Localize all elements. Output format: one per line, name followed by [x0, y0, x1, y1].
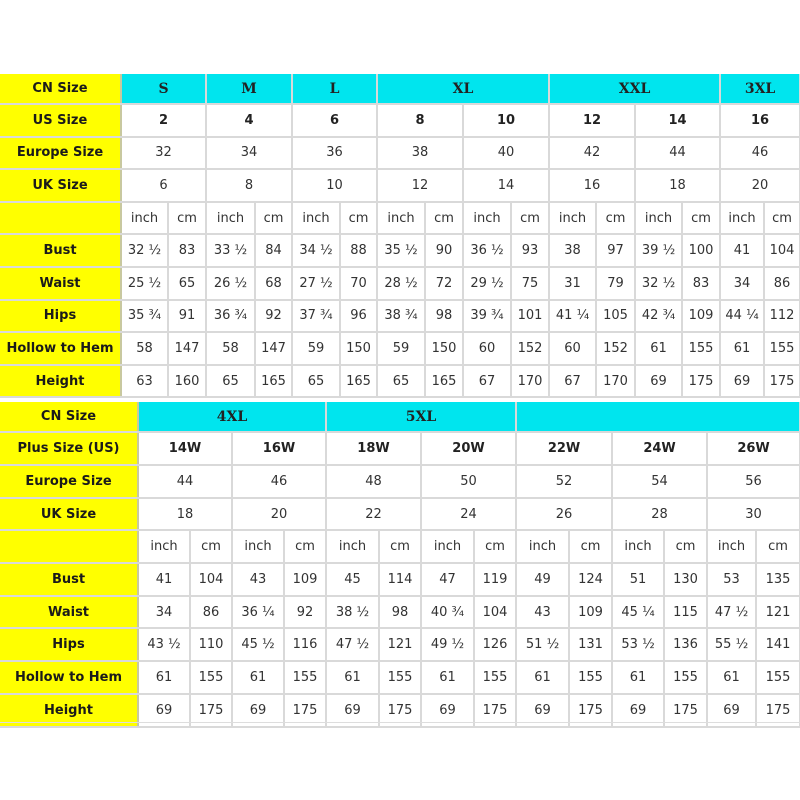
measurement-cell: 35 ½ [377, 234, 425, 267]
unit-inch-cell: inch [121, 202, 168, 235]
measurement-cell: 69 [326, 694, 379, 727]
measurement-cell: 69 [707, 694, 756, 727]
measurement-cell: 83 [682, 267, 720, 300]
measurement-cell: 31 [549, 267, 596, 300]
size-row [0, 104, 800, 137]
measurement-cell: 60 [463, 332, 511, 365]
unit-inch-cell: inch [516, 530, 569, 563]
size-table-regular [0, 74, 800, 398]
size-chart [0, 74, 800, 728]
measurement-cell: 61 [707, 661, 756, 694]
measurement-row [0, 234, 800, 267]
measurement-cell: 83 [168, 234, 206, 267]
measurement-cell: 36 ¾ [206, 300, 255, 333]
measurement-cell: 32 ½ [121, 234, 168, 267]
size-cell: 6 [121, 169, 206, 202]
measurement-cell: 86 [190, 596, 232, 629]
row-label: Height [0, 365, 121, 398]
cn-size-cell: M [206, 74, 292, 104]
measurement-cell: 114 [379, 563, 421, 596]
measurement-cell: 96 [340, 300, 377, 333]
row-label: CN Size [0, 74, 121, 104]
size-cell: 16W [232, 432, 326, 465]
measurement-cell: 160 [168, 365, 206, 398]
measurement-cell: 121 [756, 596, 800, 629]
size-cell: 46 [720, 137, 800, 170]
measurement-cell: 34 ½ [292, 234, 340, 267]
measurement-cell: 155 [284, 661, 326, 694]
size-cell: 26 [516, 498, 612, 531]
size-row [0, 169, 800, 202]
measurement-cell: 84 [255, 234, 292, 267]
measurement-row [0, 563, 800, 596]
measurement-cell: 65 [292, 365, 340, 398]
row-label: Europe Size [0, 137, 121, 170]
measurement-cell: 97 [596, 234, 635, 267]
measurement-row [0, 300, 800, 333]
cn-size-cell: S [121, 74, 206, 104]
unit-row [0, 530, 800, 563]
unit-cm-cell: cm [511, 202, 549, 235]
measurement-cell: 152 [511, 332, 549, 365]
measurement-cell: 109 [284, 563, 326, 596]
measurement-cell: 47 [421, 563, 474, 596]
measurement-cell: 47 ½ [326, 628, 379, 661]
bottom-divider [0, 722, 800, 723]
size-cell: 40 [463, 137, 549, 170]
measurement-cell: 126 [474, 628, 516, 661]
measurement-row [0, 332, 800, 365]
size-cell: 22W [516, 432, 612, 465]
measurement-cell: 130 [664, 563, 707, 596]
unit-cm-cell: cm [682, 202, 720, 235]
measurement-cell: 49 ½ [421, 628, 474, 661]
size-cell: 54 [612, 465, 707, 498]
measurement-cell: 38 ½ [326, 596, 379, 629]
size-cell: 24W [612, 432, 707, 465]
row-label: Waist [0, 596, 138, 629]
measurement-cell: 119 [474, 563, 516, 596]
size-cell: 20 [720, 169, 800, 202]
measurement-row [0, 661, 800, 694]
measurement-cell: 40 ¾ [421, 596, 474, 629]
unit-inch-cell: inch [707, 530, 756, 563]
measurement-cell: 32 ½ [635, 267, 682, 300]
measurement-cell: 75 [511, 267, 549, 300]
size-cell: 44 [635, 137, 720, 170]
size-row [0, 432, 800, 465]
measurement-cell: 110 [190, 628, 232, 661]
measurement-cell: 131 [569, 628, 612, 661]
unit-cm-cell: cm [379, 530, 421, 563]
measurement-cell: 61 [612, 661, 664, 694]
measurement-cell: 92 [284, 596, 326, 629]
measurement-cell: 175 [664, 694, 707, 727]
size-cell: 20 [232, 498, 326, 531]
cn-size-cell: 5XL [326, 402, 516, 432]
measurement-cell: 53 ½ [612, 628, 664, 661]
measurement-cell: 36 ½ [463, 234, 511, 267]
size-cell: 46 [232, 465, 326, 498]
measurement-cell: 141 [756, 628, 800, 661]
measurement-cell: 43 [232, 563, 284, 596]
measurement-cell: 38 ¾ [377, 300, 425, 333]
size-cell: 14 [463, 169, 549, 202]
row-label: US Size [0, 104, 121, 137]
unit-inch-cell: inch [549, 202, 596, 235]
row-label: Hips [0, 628, 138, 661]
measurement-cell: 121 [379, 628, 421, 661]
measurement-cell: 165 [425, 365, 463, 398]
measurement-cell: 61 [138, 661, 190, 694]
measurement-cell: 69 [635, 365, 682, 398]
measurement-cell: 61 [232, 661, 284, 694]
measurement-cell: 175 [190, 694, 232, 727]
measurement-cell: 28 ½ [377, 267, 425, 300]
size-cell: 32 [121, 137, 206, 170]
row-label: Plus Size (US) [0, 432, 138, 465]
measurement-cell: 175 [379, 694, 421, 727]
row-label: Bust [0, 563, 138, 596]
measurement-cell: 49 [516, 563, 569, 596]
unit-inch-cell: inch [377, 202, 425, 235]
size-cell: 44 [138, 465, 232, 498]
measurement-cell: 104 [764, 234, 800, 267]
measurement-cell: 58 [206, 332, 255, 365]
size-row [0, 465, 800, 498]
size-cell: 36 [292, 137, 377, 170]
size-cell: 48 [326, 465, 421, 498]
measurement-cell: 79 [596, 267, 635, 300]
measurement-cell: 155 [569, 661, 612, 694]
size-cell: 22 [326, 498, 421, 531]
unit-cm-cell: cm [596, 202, 635, 235]
measurement-cell: 65 [206, 365, 255, 398]
measurement-cell: 67 [463, 365, 511, 398]
measurement-cell: 65 [168, 267, 206, 300]
measurement-cell: 41 [138, 563, 190, 596]
unit-row [0, 202, 800, 235]
measurement-cell: 34 [720, 267, 764, 300]
unit-inch-cell: inch [206, 202, 255, 235]
size-cell: 26W [707, 432, 800, 465]
row-label: Height [0, 694, 138, 727]
measurement-cell: 105 [596, 300, 635, 333]
measurement-cell: 42 ¾ [635, 300, 682, 333]
unit-inch-cell: inch [635, 202, 682, 235]
measurement-cell: 70 [340, 267, 377, 300]
cn-size-cell: 4XL [138, 402, 326, 432]
measurement-cell: 25 ½ [121, 267, 168, 300]
measurement-cell: 61 [720, 332, 764, 365]
measurement-cell: 47 ½ [707, 596, 756, 629]
measurement-cell: 116 [284, 628, 326, 661]
measurement-cell: 92 [255, 300, 292, 333]
measurement-cell: 69 [516, 694, 569, 727]
size-cell: 4 [206, 104, 292, 137]
measurement-cell: 112 [764, 300, 800, 333]
measurement-cell: 44 ¼ [720, 300, 764, 333]
measurement-row [0, 628, 800, 661]
measurement-cell: 175 [474, 694, 516, 727]
measurement-cell: 90 [425, 234, 463, 267]
size-cell: 12 [377, 169, 463, 202]
row-label: Hips [0, 300, 121, 333]
cn-size-cell: L [292, 74, 377, 104]
measurement-cell: 45 ½ [232, 628, 284, 661]
size-cell: 16 [549, 169, 635, 202]
measurement-cell: 51 ½ [516, 628, 569, 661]
measurement-cell: 175 [569, 694, 612, 727]
measurement-cell: 136 [664, 628, 707, 661]
measurement-cell: 58 [121, 332, 168, 365]
row-label: Hollow to Hem [0, 661, 138, 694]
measurement-cell: 155 [474, 661, 516, 694]
size-cell: 8 [377, 104, 463, 137]
measurement-cell: 35 ¾ [121, 300, 168, 333]
row-label: Europe Size [0, 465, 138, 498]
unit-inch-cell: inch [138, 530, 190, 563]
row-label: Hollow to Hem [0, 332, 121, 365]
measurement-cell: 155 [764, 332, 800, 365]
measurement-cell: 69 [138, 694, 190, 727]
unit-inch-cell: inch [463, 202, 511, 235]
unit-cm-cell: cm [764, 202, 800, 235]
measurement-cell: 69 [612, 694, 664, 727]
size-cell: 8 [206, 169, 292, 202]
measurement-cell: 41 ¼ [549, 300, 596, 333]
measurement-cell: 41 [720, 234, 764, 267]
measurement-row [0, 365, 800, 398]
measurement-cell: 98 [425, 300, 463, 333]
measurement-cell: 86 [764, 267, 800, 300]
cn-size-row [0, 74, 800, 104]
measurement-cell: 39 ¾ [463, 300, 511, 333]
measurement-row [0, 267, 800, 300]
measurement-cell: 34 [138, 596, 190, 629]
measurement-cell: 68 [255, 267, 292, 300]
measurement-cell: 51 [612, 563, 664, 596]
measurement-cell: 93 [511, 234, 549, 267]
measurement-cell: 63 [121, 365, 168, 398]
measurement-cell: 155 [190, 661, 232, 694]
row-label: CN Size [0, 402, 138, 432]
measurement-cell: 45 ¼ [612, 596, 664, 629]
measurement-cell: 53 [707, 563, 756, 596]
measurement-cell: 60 [549, 332, 596, 365]
row-label [0, 530, 138, 563]
size-cell: 18 [635, 169, 720, 202]
measurement-cell: 26 ½ [206, 267, 255, 300]
size-cell: 56 [707, 465, 800, 498]
measurement-cell: 147 [255, 332, 292, 365]
size-cell: 2 [121, 104, 206, 137]
size-cell: 14 [635, 104, 720, 137]
size-cell: 14W [138, 432, 232, 465]
measurement-cell: 104 [474, 596, 516, 629]
measurement-cell: 39 ½ [635, 234, 682, 267]
measurement-cell: 175 [756, 694, 800, 727]
unit-cm-cell: cm [664, 530, 707, 563]
measurement-cell: 109 [569, 596, 612, 629]
measurement-cell: 155 [682, 332, 720, 365]
measurement-cell: 37 ¾ [292, 300, 340, 333]
unit-inch-cell: inch [232, 530, 284, 563]
size-table-plus [0, 402, 800, 727]
measurement-cell: 104 [190, 563, 232, 596]
measurement-cell: 175 [682, 365, 720, 398]
measurement-cell: 109 [682, 300, 720, 333]
size-cell: 18W [326, 432, 421, 465]
unit-cm-cell: cm [474, 530, 516, 563]
measurement-cell: 29 ½ [463, 267, 511, 300]
size-row [0, 137, 800, 170]
measurement-cell: 175 [764, 365, 800, 398]
cn-size-row [0, 402, 800, 432]
measurement-cell: 155 [664, 661, 707, 694]
measurement-cell: 59 [292, 332, 340, 365]
size-cell: 24 [421, 498, 516, 531]
measurement-cell: 170 [596, 365, 635, 398]
unit-cm-cell: cm [190, 530, 232, 563]
measurement-cell: 152 [596, 332, 635, 365]
measurement-cell: 61 [326, 661, 379, 694]
row-label: Bust [0, 234, 121, 267]
measurement-cell: 61 [516, 661, 569, 694]
measurement-cell: 45 [326, 563, 379, 596]
unit-inch-cell: inch [612, 530, 664, 563]
measurement-cell: 55 ½ [707, 628, 756, 661]
size-cell: 28 [612, 498, 707, 531]
unit-inch-cell: inch [292, 202, 340, 235]
size-cell: 10 [463, 104, 549, 137]
size-cell: 30 [707, 498, 800, 531]
size-cell: 20W [421, 432, 516, 465]
unit-cm-cell: cm [168, 202, 206, 235]
measurement-cell: 27 ½ [292, 267, 340, 300]
measurement-cell: 91 [168, 300, 206, 333]
measurement-cell: 115 [664, 596, 707, 629]
size-cell: 18 [138, 498, 232, 531]
measurement-cell: 98 [379, 596, 421, 629]
measurement-cell: 69 [421, 694, 474, 727]
size-cell: 6 [292, 104, 377, 137]
measurement-cell: 72 [425, 267, 463, 300]
row-label: UK Size [0, 169, 121, 202]
measurement-cell: 124 [569, 563, 612, 596]
measurement-cell: 36 ¼ [232, 596, 284, 629]
measurement-cell: 101 [511, 300, 549, 333]
measurement-cell: 69 [232, 694, 284, 727]
size-row [0, 498, 800, 531]
unit-cm-cell: cm [756, 530, 800, 563]
size-cell: 52 [516, 465, 612, 498]
cn-size-cell: XXL [549, 74, 720, 104]
measurement-cell: 155 [379, 661, 421, 694]
measurement-cell: 59 [377, 332, 425, 365]
measurement-cell: 69 [720, 365, 764, 398]
size-cell: 38 [377, 137, 463, 170]
row-label [0, 202, 121, 235]
measurement-cell: 165 [255, 365, 292, 398]
row-label: Waist [0, 267, 121, 300]
unit-cm-cell: cm [255, 202, 292, 235]
unit-inch-cell: inch [421, 530, 474, 563]
measurement-cell: 100 [682, 234, 720, 267]
unit-cm-cell: cm [425, 202, 463, 235]
measurement-cell: 67 [549, 365, 596, 398]
unit-cm-cell: cm [569, 530, 612, 563]
measurement-cell: 135 [756, 563, 800, 596]
measurement-cell: 43 ½ [138, 628, 190, 661]
size-cell: 50 [421, 465, 516, 498]
measurement-cell: 150 [425, 332, 463, 365]
measurement-cell: 61 [635, 332, 682, 365]
measurement-cell: 155 [756, 661, 800, 694]
measurement-cell: 65 [377, 365, 425, 398]
size-cell: 34 [206, 137, 292, 170]
measurement-cell: 150 [340, 332, 377, 365]
size-cell: 16 [720, 104, 800, 137]
unit-cm-cell: cm [284, 530, 326, 563]
measurement-cell: 170 [511, 365, 549, 398]
row-label: UK Size [0, 498, 138, 531]
cn-size-cell: 3XL [720, 74, 800, 104]
measurement-row [0, 596, 800, 629]
measurement-cell: 165 [340, 365, 377, 398]
unit-inch-cell: inch [720, 202, 764, 235]
measurement-cell: 88 [340, 234, 377, 267]
measurement-cell: 33 ½ [206, 234, 255, 267]
unit-inch-cell: inch [326, 530, 379, 563]
size-cell: 42 [549, 137, 635, 170]
size-cell: 12 [549, 104, 635, 137]
unit-cm-cell: cm [340, 202, 377, 235]
measurement-cell: 175 [284, 694, 326, 727]
cn-size-cell: XL [377, 74, 549, 104]
cn-size-cell [516, 402, 800, 432]
measurement-cell: 38 [549, 234, 596, 267]
size-cell: 10 [292, 169, 377, 202]
measurement-cell: 147 [168, 332, 206, 365]
measurement-cell: 61 [421, 661, 474, 694]
measurement-cell: 43 [516, 596, 569, 629]
